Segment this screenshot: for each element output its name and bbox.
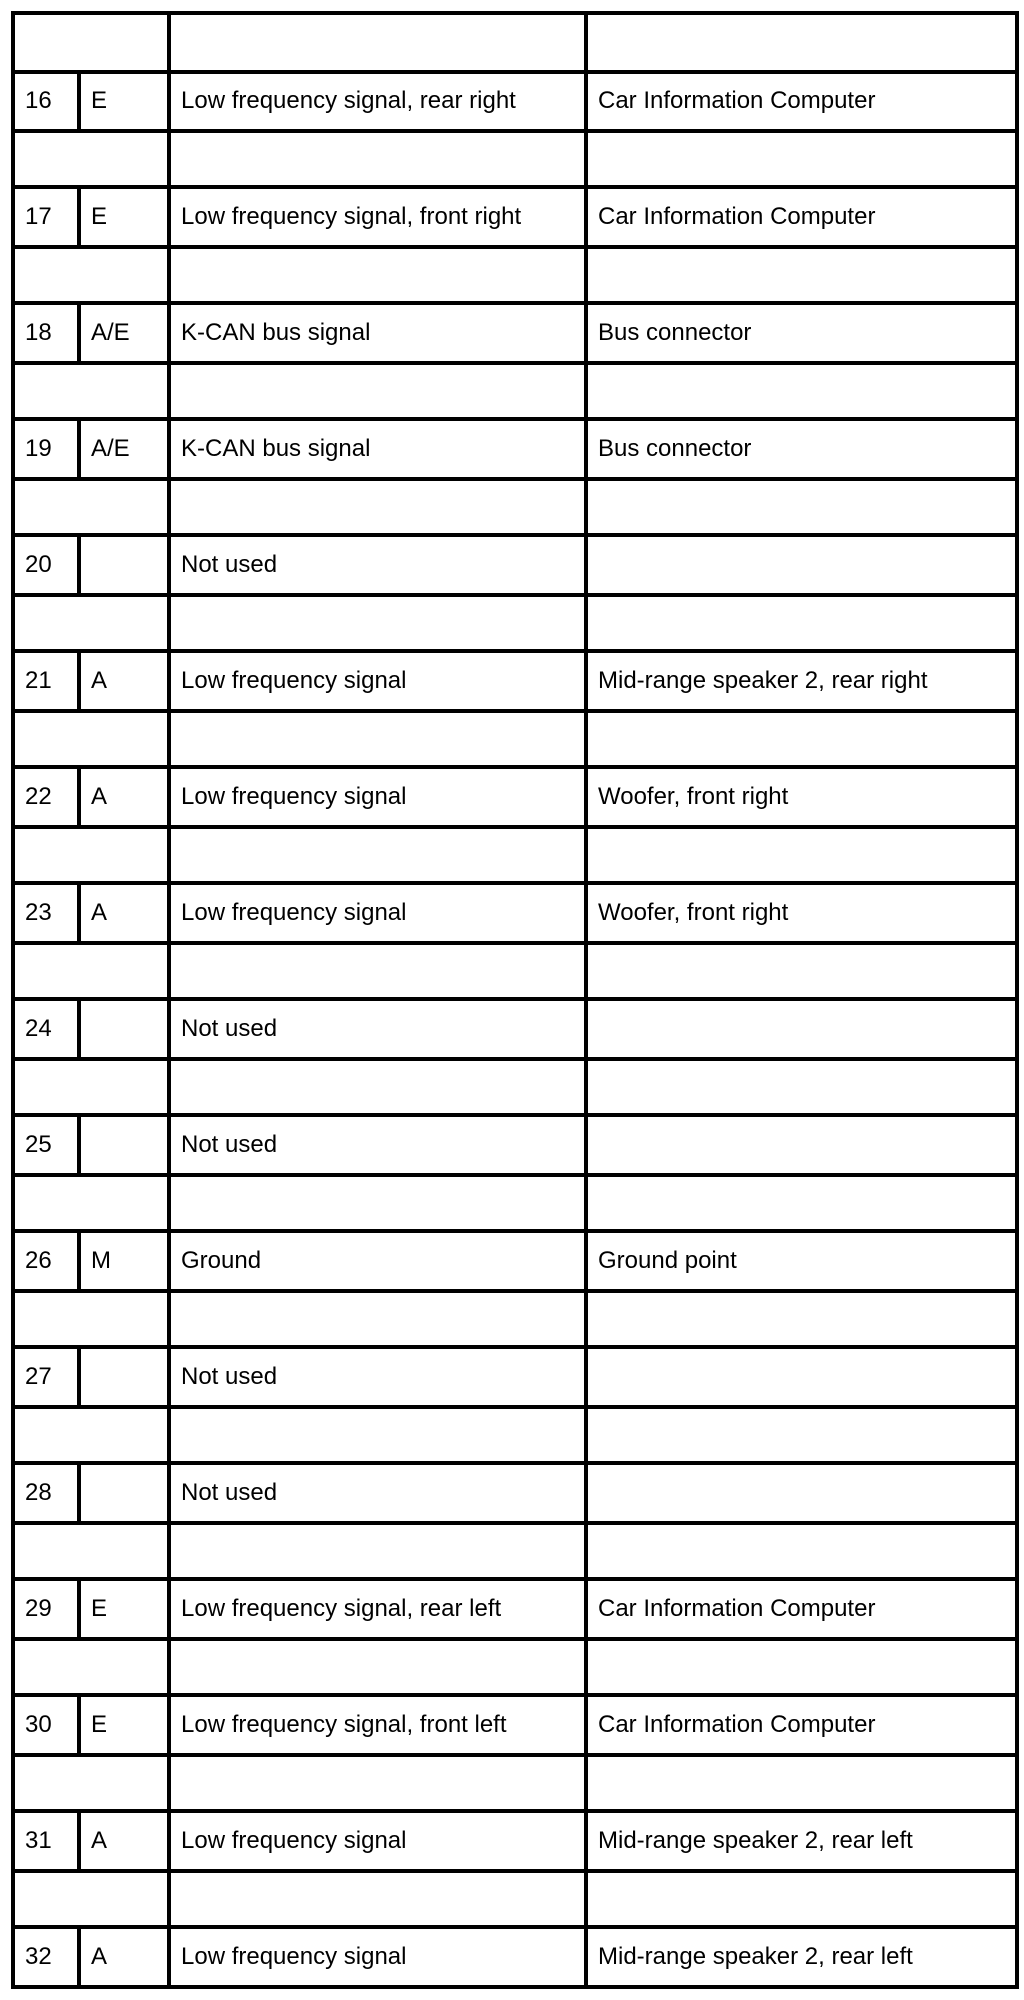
table-row xyxy=(13,303,1017,363)
spacer-cell xyxy=(169,711,586,767)
table-row xyxy=(13,535,1017,595)
pin-type-cell: E xyxy=(79,187,169,247)
signal-description-cell: Low frequency signal xyxy=(169,1811,586,1871)
pin-number-cell: 16 xyxy=(13,72,79,132)
spacer-cell xyxy=(13,827,169,883)
spacer-cell xyxy=(13,943,169,999)
spacer-cell xyxy=(169,1059,586,1115)
connected-component-cell xyxy=(586,1463,1017,1523)
spacer-row xyxy=(13,131,1017,187)
spacer-row xyxy=(13,595,1017,651)
pin-type-cell: M xyxy=(79,1231,169,1291)
spacer-cell xyxy=(13,1291,169,1347)
connected-component-cell: Car Information Computer xyxy=(586,187,1017,247)
table-row xyxy=(13,1695,1017,1755)
spacer-cell xyxy=(169,1639,586,1695)
pin-number-cell: 31 xyxy=(13,1811,79,1871)
pin-type-cell xyxy=(79,999,169,1059)
table-row xyxy=(13,1231,1017,1291)
signal-description-cell: Not used xyxy=(169,1347,586,1407)
signal-description-cell: Low frequency signal xyxy=(169,1927,586,1987)
table-row xyxy=(13,1579,1017,1639)
spacer-cell xyxy=(586,1291,1017,1347)
signal-description-cell: Not used xyxy=(169,1115,586,1175)
spacer-row xyxy=(13,1175,1017,1231)
pin-number-cell: 30 xyxy=(13,1695,79,1755)
spacer-row xyxy=(13,1871,1017,1927)
spacer-cell xyxy=(586,1871,1017,1927)
spacer-cell xyxy=(13,1175,169,1231)
signal-description-cell: Not used xyxy=(169,999,586,1059)
signal-description-cell: Low frequency signal, front right xyxy=(169,187,586,247)
pin-type-cell: A xyxy=(79,651,169,711)
spacer-cell xyxy=(13,711,169,767)
pin-assignment-table xyxy=(11,11,1019,1989)
spacer-cell xyxy=(13,247,169,303)
spacer-cell xyxy=(586,943,1017,999)
spacer-cell xyxy=(169,595,586,651)
table-body xyxy=(13,13,1017,1987)
pin-type-cell: A/E xyxy=(79,419,169,479)
spacer-cell xyxy=(169,479,586,535)
signal-description-cell: Low frequency signal xyxy=(169,883,586,943)
spacer-cell xyxy=(169,943,586,999)
spacer-cell xyxy=(13,1523,169,1579)
spacer-cell xyxy=(169,247,586,303)
spacer-cell xyxy=(586,1059,1017,1115)
table-row xyxy=(13,883,1017,943)
spacer-cell xyxy=(586,827,1017,883)
pin-number-cell: 18 xyxy=(13,303,79,363)
connected-component-cell xyxy=(586,1347,1017,1407)
pin-number-cell: 27 xyxy=(13,1347,79,1407)
spacer-cell xyxy=(169,1175,586,1231)
pin-number-cell: 20 xyxy=(13,535,79,595)
pin-type-cell: E xyxy=(79,1695,169,1755)
pin-type-cell: A xyxy=(79,883,169,943)
spacer-row xyxy=(13,1639,1017,1695)
table-row xyxy=(13,1347,1017,1407)
spacer-row xyxy=(13,943,1017,999)
spacer-cell xyxy=(586,1407,1017,1463)
signal-description-cell: K-CAN bus signal xyxy=(169,303,586,363)
spacer-row xyxy=(13,827,1017,883)
spacer-cell xyxy=(169,13,586,72)
spacer-cell xyxy=(586,1523,1017,1579)
spacer-cell xyxy=(169,827,586,883)
spacer-cell xyxy=(13,479,169,535)
signal-description-cell: Not used xyxy=(169,1463,586,1523)
pin-type-cell xyxy=(79,1347,169,1407)
pin-number-cell: 21 xyxy=(13,651,79,711)
pin-number-cell: 28 xyxy=(13,1463,79,1523)
pin-type-cell: A/E xyxy=(79,303,169,363)
spacer-cell xyxy=(13,1755,169,1811)
spacer-cell xyxy=(586,247,1017,303)
pin-number-cell: 22 xyxy=(13,767,79,827)
pin-type-cell: A xyxy=(79,1811,169,1871)
spacer-cell xyxy=(586,711,1017,767)
connected-component-cell: Car Information Computer xyxy=(586,72,1017,132)
spacer-cell xyxy=(13,363,169,419)
spacer-cell xyxy=(586,13,1017,72)
table-row xyxy=(13,419,1017,479)
connected-component-cell: Woofer, front right xyxy=(586,767,1017,827)
spacer-row xyxy=(13,711,1017,767)
spacer-row xyxy=(13,13,1017,72)
connected-component-cell: Car Information Computer xyxy=(586,1579,1017,1639)
signal-description-cell: Low frequency signal, rear right xyxy=(169,72,586,132)
signal-description-cell: Low frequency signal, rear left xyxy=(169,1579,586,1639)
spacer-cell xyxy=(13,1407,169,1463)
pin-type-cell: E xyxy=(79,72,169,132)
spacer-cell xyxy=(586,363,1017,419)
spacer-row xyxy=(13,247,1017,303)
pin-type-cell xyxy=(79,1115,169,1175)
table-row xyxy=(13,1811,1017,1871)
table-row xyxy=(13,72,1017,132)
spacer-cell xyxy=(13,1871,169,1927)
spacer-cell xyxy=(586,1755,1017,1811)
signal-description-cell: Low frequency signal xyxy=(169,767,586,827)
connected-component-cell xyxy=(586,999,1017,1059)
connected-component-cell xyxy=(586,1115,1017,1175)
signal-description-cell: Low frequency signal, front left xyxy=(169,1695,586,1755)
pin-number-cell: 23 xyxy=(13,883,79,943)
spacer-cell xyxy=(13,1639,169,1695)
pin-number-cell: 19 xyxy=(13,419,79,479)
spacer-cell xyxy=(13,595,169,651)
spacer-cell xyxy=(13,131,169,187)
pin-type-cell: A xyxy=(79,1927,169,1987)
spacer-cell xyxy=(13,1059,169,1115)
table-row xyxy=(13,1927,1017,1987)
signal-description-cell: Ground xyxy=(169,1231,586,1291)
pin-number-cell: 17 xyxy=(13,187,79,247)
spacer-row xyxy=(13,1755,1017,1811)
spacer-cell xyxy=(586,1175,1017,1231)
pin-number-cell: 29 xyxy=(13,1579,79,1639)
spacer-cell xyxy=(169,1871,586,1927)
pin-type-cell xyxy=(79,1463,169,1523)
connected-component-cell: Car Information Computer xyxy=(586,1695,1017,1755)
spacer-cell xyxy=(586,479,1017,535)
connected-component-cell: Woofer, front right xyxy=(586,883,1017,943)
signal-description-cell: Low frequency signal xyxy=(169,651,586,711)
pin-type-cell: A xyxy=(79,767,169,827)
connected-component-cell xyxy=(586,535,1017,595)
table-row xyxy=(13,651,1017,711)
spacer-cell xyxy=(169,1291,586,1347)
connected-component-cell: Mid-range speaker 2, rear right xyxy=(586,651,1017,711)
connected-component-cell: Mid-range speaker 2, rear left xyxy=(586,1811,1017,1871)
pin-number-cell: 32 xyxy=(13,1927,79,1987)
table-row xyxy=(13,767,1017,827)
spacer-cell xyxy=(169,1407,586,1463)
spacer-cell xyxy=(169,363,586,419)
spacer-row xyxy=(13,1407,1017,1463)
connected-component-cell: Bus connector xyxy=(586,303,1017,363)
spacer-row xyxy=(13,1059,1017,1115)
table-row xyxy=(13,1463,1017,1523)
pin-number-cell: 26 xyxy=(13,1231,79,1291)
spacer-cell xyxy=(586,131,1017,187)
table-row xyxy=(13,999,1017,1059)
spacer-cell xyxy=(169,131,586,187)
connected-component-cell: Ground point xyxy=(586,1231,1017,1291)
spacer-row xyxy=(13,479,1017,535)
spacer-row xyxy=(13,1523,1017,1579)
connected-component-cell: Bus connector xyxy=(586,419,1017,479)
signal-description-cell: Not used xyxy=(169,535,586,595)
spacer-cell xyxy=(586,1639,1017,1695)
pin-number-cell: 25 xyxy=(13,1115,79,1175)
pin-type-cell xyxy=(79,535,169,595)
spacer-cell xyxy=(169,1523,586,1579)
signal-description-cell: K-CAN bus signal xyxy=(169,419,586,479)
spacer-row xyxy=(13,1291,1017,1347)
spacer-cell xyxy=(169,1755,586,1811)
spacer-row xyxy=(13,363,1017,419)
connected-component-cell: Mid-range speaker 2, rear left xyxy=(586,1927,1017,1987)
table-row xyxy=(13,1115,1017,1175)
table-row xyxy=(13,187,1017,247)
spacer-cell xyxy=(586,595,1017,651)
spacer-cell xyxy=(13,13,169,72)
pin-type-cell: E xyxy=(79,1579,169,1639)
pin-number-cell: 24 xyxy=(13,999,79,1059)
